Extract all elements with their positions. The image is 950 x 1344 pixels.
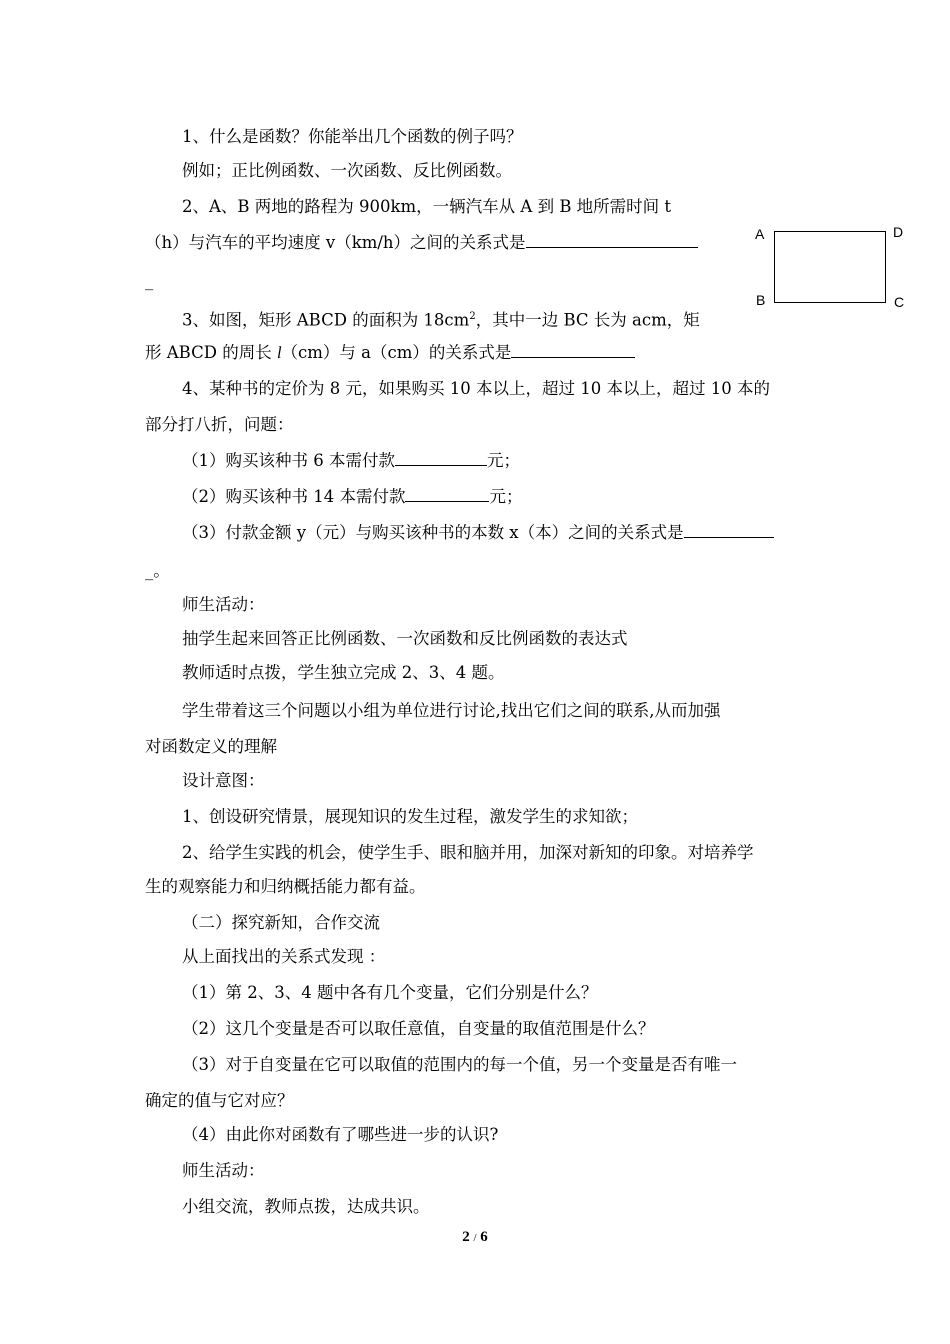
superscript: 2 (469, 311, 476, 322)
section-2-question-1: （1）第 2、3、4 题中各有几个变量，它们分别是什么？ (182, 983, 598, 1002)
section-2-question-3-cont: 确定的值与它对应？ (145, 1091, 294, 1110)
question-4-sub-3 (182, 522, 774, 544)
question-4-line-2: 部分打八折，问题： (145, 415, 294, 434)
question-4-sub-3-tail: _。 (145, 561, 170, 580)
rectangle-abcd (774, 231, 886, 303)
answer-blank (405, 487, 489, 502)
question-3-text-b: ，其中一边 BC 长为 acm，矩 (475, 310, 700, 330)
activity-2-heading: 师生活动： (182, 1161, 265, 1180)
question-3-line-2 (145, 342, 635, 364)
question-3-text-a: 3、如图，矩形 ABCD 的面积为 18cm (182, 310, 470, 330)
answer-blank (395, 451, 487, 466)
question-2-tail: _ (145, 271, 154, 290)
sub-1-text: （1）购买该种书 6 本需付款 (182, 451, 395, 470)
design-line-1: 1、创设研究情景，展现知识的发生过程，激发学生的求知欲； (182, 807, 638, 826)
question-3-text-c: 形 ABCD 的周长 (145, 343, 277, 362)
sub-1-unit: 元； (487, 451, 520, 470)
question-1: 1、什么是函数？你能举出几个函数的例子吗？ (182, 127, 523, 146)
section-2-question-3: （3）对于自变量在它可以取值的范围内的每一个值，另一个变量是否有唯一 (182, 1055, 737, 1074)
vertex-label-c: C (894, 294, 905, 310)
variable-l: l (276, 343, 282, 362)
answer-blank (684, 523, 774, 538)
activity-heading: 师生活动： (182, 595, 265, 614)
question-2-text: （h）与汽车的平均速度 v（km/h）之间的关系式是 (145, 233, 526, 252)
answer-blank (526, 233, 698, 248)
design-line-2: 2、给学生实践的机会，使学生手、眼和脑并用，加深对新知的印象。对培养学 (182, 843, 754, 862)
section-2-question-2: （2）这几个变量是否可以取任意值，自变量的取值范围是什么？ (182, 1019, 655, 1038)
page-number (0, 1229, 950, 1246)
activity-line-3: 学生带着这三个问题以小组为单位进行讨论,找出它们之间的联系,从而加强 (182, 701, 721, 720)
section-2-intro: 从上面找出的关系式发现 ： (182, 947, 386, 966)
answer-blank (511, 343, 635, 358)
question-4-line-1: 4、某种书的定价为 8 元，如果购买 10 本以上，超过 10 本以上，超过 10 本的 (182, 379, 770, 398)
sub-3-text: （3）付款金额 y（元）与购买该种书的本数 x（本）之间的关系式是 (182, 523, 684, 542)
question-2-line-1: 2、A、B 两地的路程为 900km，一辆汽车从 A 到 B 地所需时间 t (182, 197, 672, 216)
vertex-label-d: D (893, 224, 904, 240)
vertex-label-b: B (756, 292, 766, 308)
sub-2-text: （2）购买该种书 14 本需付款 (182, 487, 406, 506)
current-page: 2 (462, 1229, 470, 1245)
page-separator: / (473, 1232, 477, 1244)
question-1-example: 例如；正比例函数、一次函数、反比例函数。 (182, 161, 512, 180)
question-2-line-2 (145, 232, 698, 254)
activity-2-line-1: 小组交流，教师点拨，达成共识。 (182, 1197, 430, 1216)
design-line-3: 生的观察能力和归纳概括能力都有益。 (145, 877, 426, 896)
question-3-line-1 (182, 306, 700, 332)
sub-2-unit: 元； (489, 487, 523, 506)
question-4-sub-1 (182, 450, 520, 472)
design-heading: 设计意图： (182, 771, 265, 790)
activity-line-4: 对函数定义的理解 (145, 737, 277, 756)
activity-line-1: 抽学生起来回答正比例函数、一次函数和反比例函数的表达式 (182, 629, 628, 648)
question-3-text-d: （cm）与 a（cm）的关系式是 (281, 343, 512, 362)
section-2-heading: （二）探究新知，合作交流 (182, 913, 380, 932)
section-2-question-4: （4）由此你对函数有了哪些进一步的认识? (182, 1125, 499, 1144)
activity-line-2: 教师适时点拨，学生独立完成 2、3、4 题。 (182, 663, 505, 682)
rectangle-figure (752, 222, 912, 316)
total-pages: 6 (480, 1229, 488, 1245)
vertex-label-a: A (755, 226, 765, 242)
question-4-sub-2 (182, 486, 522, 508)
